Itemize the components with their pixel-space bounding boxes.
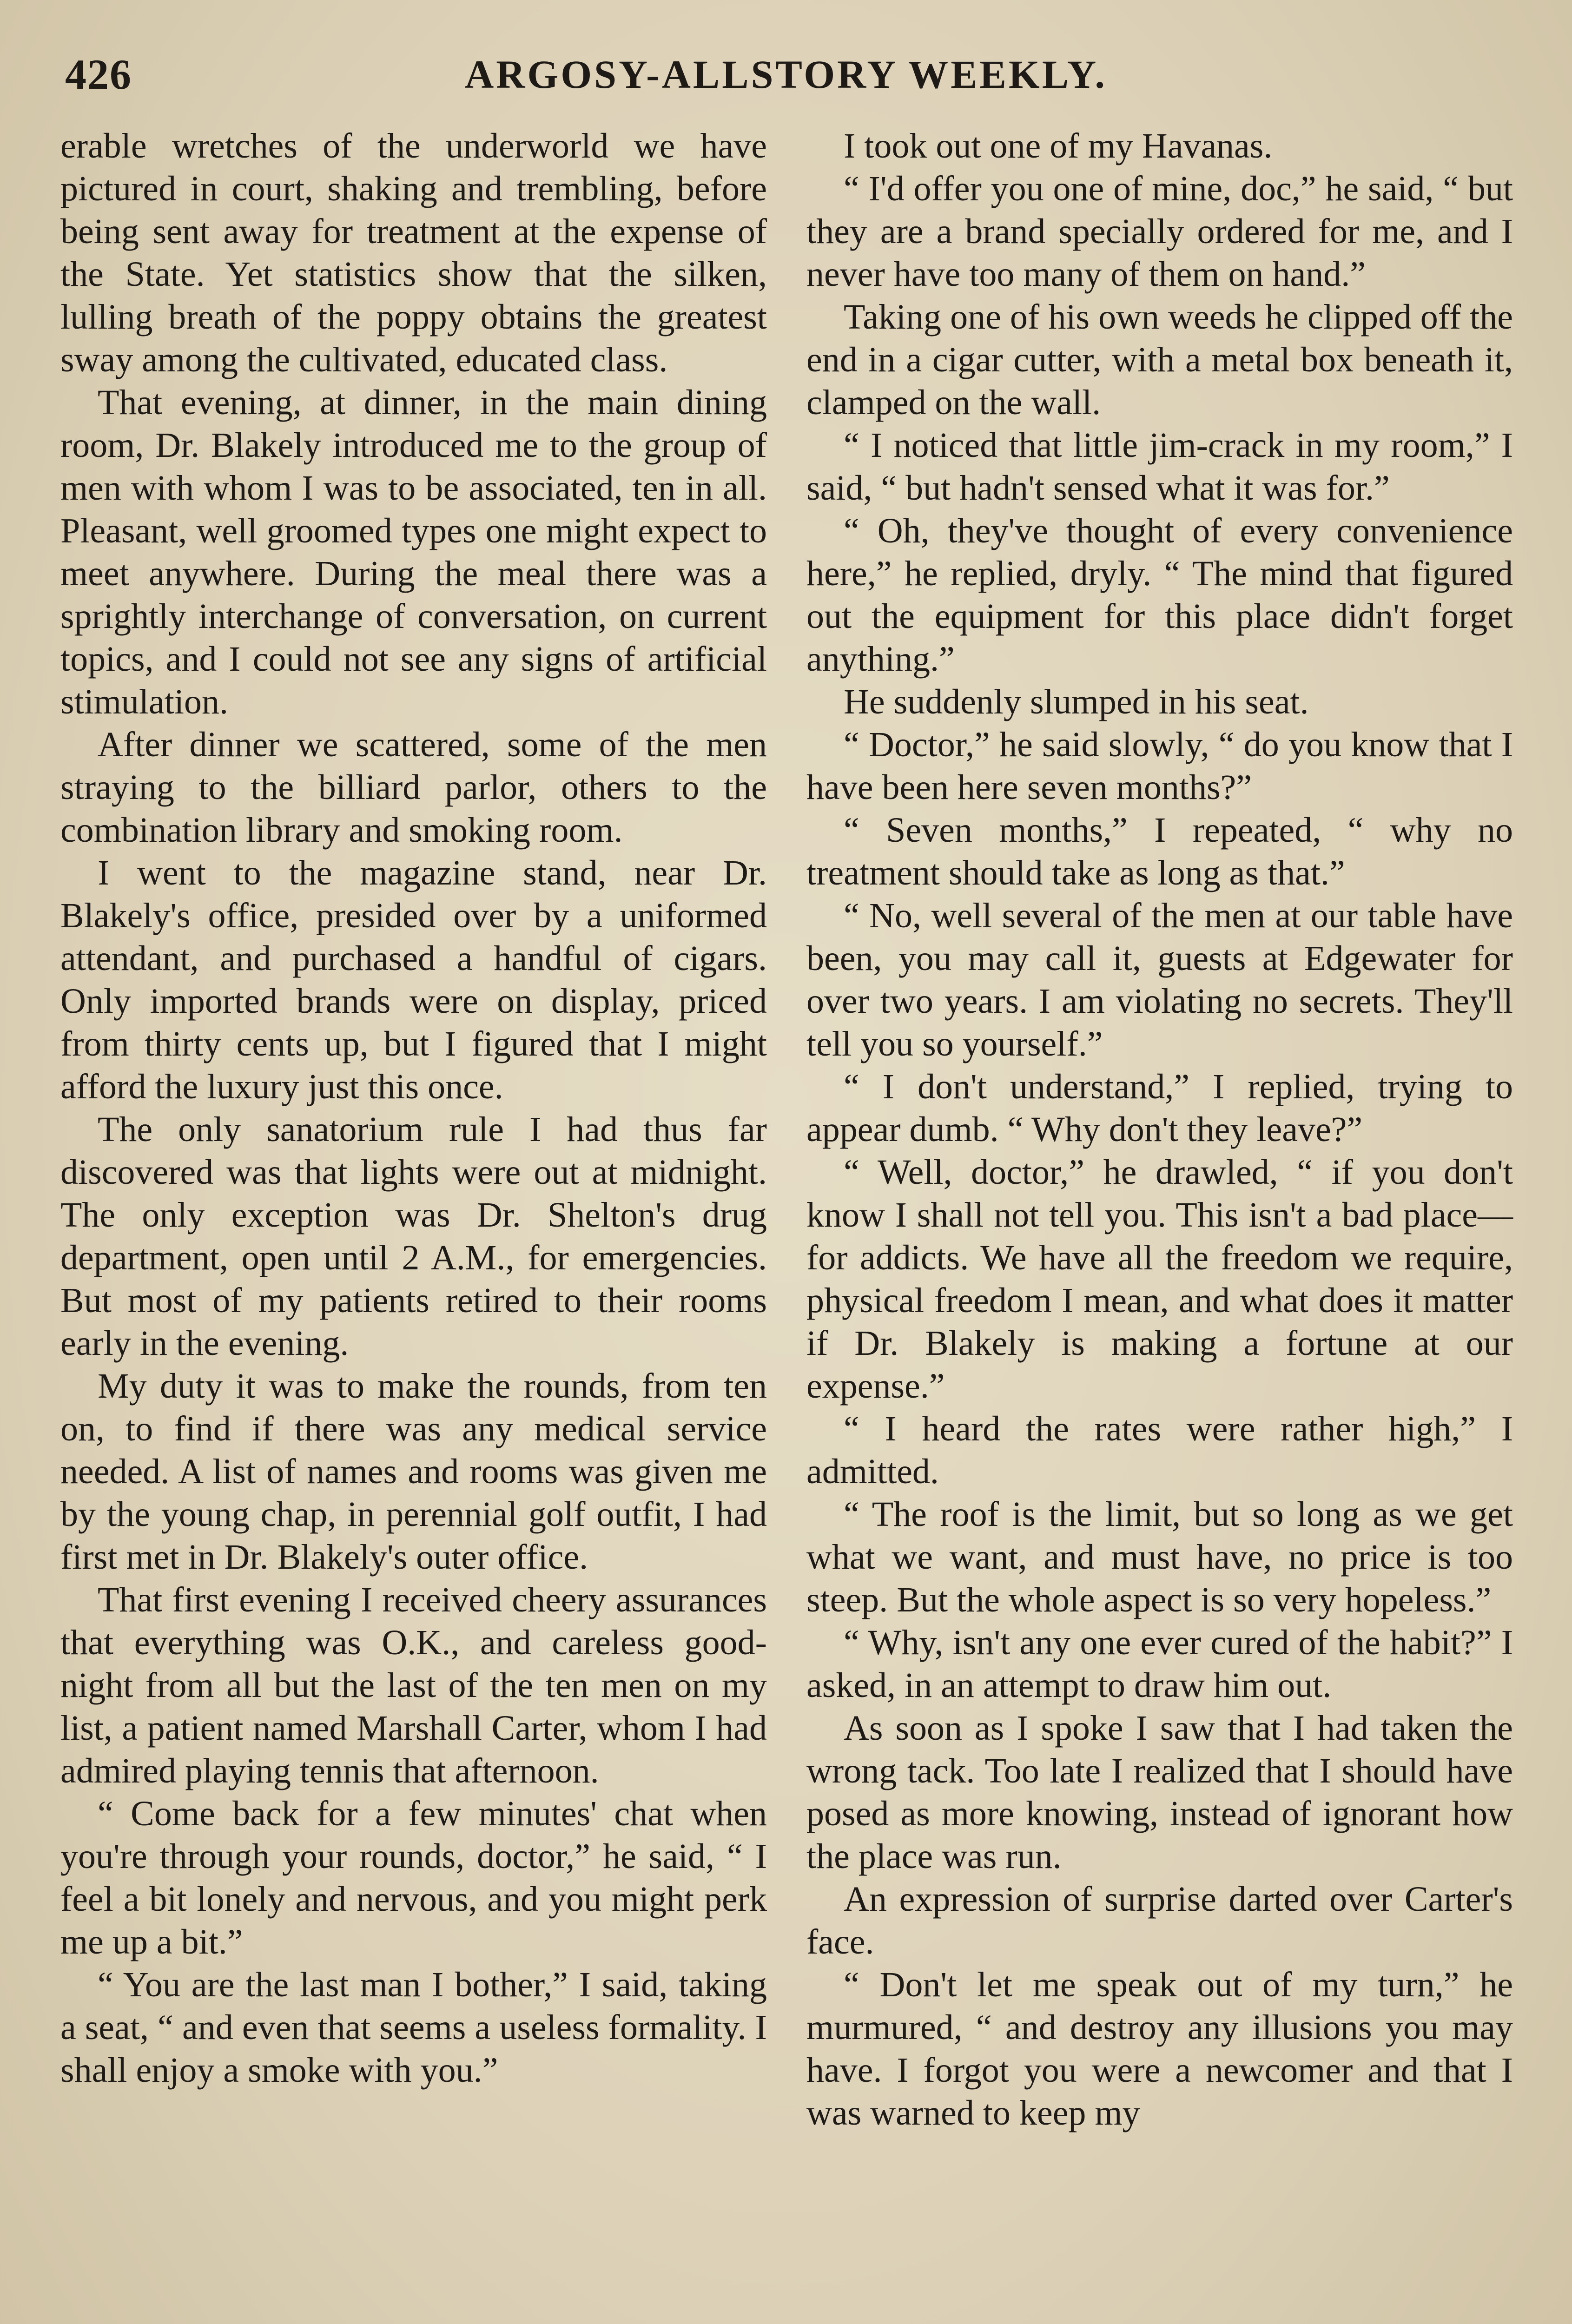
paragraph: “ I heard the rates were rather high,” I admitted. (806, 1409, 1513, 1491)
running-head: ARGOSY-ALLSTORY WEEKLY. (465, 52, 1107, 97)
paragraph: My duty it was to make the rounds, from ten on, to find if there was any medical service needed. A list of names and rooms was given me by the young chap, in perennial golf outfit, I had first met in Dr. Blakely's outer office. (60, 1367, 767, 1577)
right-column (806, 125, 1513, 2134)
paragraph: “ Why, isn't any one ever cured of the habit?” I asked, in an attempt to draw him out. (806, 1623, 1513, 1705)
paragraph: After dinner we scattered, some of the men straying to the billiard parlor, others to the combination library and smoking room. (60, 725, 767, 850)
paragraph: That first evening I received cheery assurances that everything was O.K., and careless good-night from all but the last of the ten men on my list, a patient named Marshall Carter, whom I had admired playing tennis that afternoon. (60, 1580, 767, 1790)
paragraph: “ Well, doctor,” he drawled, “ if you don't know I shall not tell you. This isn't a bad place—for addicts. We have all the freedom we require, physical freedom I mean, and what does it matter if Dr. Blakely is making a fortune at our expense.” (806, 1153, 1513, 1406)
paragraph: As soon as I spoke I saw that I had taken the wrong tack. Too late I realized that I should have posed as more knowing, instead of ignorant how the place was run. (806, 1709, 1513, 1876)
paragraph: “ Seven months,” I repeated, “ why no treatment should take as long as that.” (806, 811, 1513, 892)
paragraph: Taking one of his own weeds he clipped off the end in a cigar cutter, with a metal box beneath it, clamped on the wall. (806, 297, 1513, 422)
page-number: 426 (65, 51, 132, 98)
paragraph: “ Oh, they've thought of every convenience here,” he replied, dryly. “ The mind that figured out the equipment for this place didn't forget anything.” (806, 511, 1513, 679)
paragraph: The only sanatorium rule I had thus far discovered was that lights were out at midnight. The only exception was Dr. Shelton's drug department, open until 2 A.M., for emergencies. But most of my patients retired to their rooms early in the evening. (60, 1110, 767, 1363)
paragraph: “ I noticed that little jim-crack in my room,” I said, “ but hadn't sensed what it was for.” (806, 426, 1513, 508)
paragraph: “ Come back for a few minutes' chat when you're through your rounds, doctor,” he said, “ I feel a bit lonely and nervous, and you might perk me up a bit.” (60, 1794, 767, 1961)
paragraph: “ The roof is the limit, but so long as we get what we want, and must have, no price is too steep. But the whole aspect is so very hopeless.” (806, 1495, 1513, 1619)
paragraph: “ Don't let me speak out of my turn,” he murmured, “ and destroy any illusions you may have. I forgot you were a newcomer and that I was warned to keep my (806, 1965, 1513, 2133)
paragraph: erable wretches of the underworld we have pictured in court, shaking and trembling, before being sent away for treatment at the expense of the State. Yet statistics show that the silken, lulling breath of the poppy obtains the greatest sway among the cultivated, educated class. (60, 126, 767, 379)
left-column (60, 125, 767, 2092)
page-header (60, 44, 1512, 105)
paragraph: “ Doctor,” he said slowly, “ do you know that I have been here seven months?” (806, 725, 1513, 807)
paragraph: “ I don't understand,” I replied, trying to appear dumb. “ Why don't they leave?” (806, 1067, 1513, 1149)
paragraph: “ No, well several of the men at our table have been, you may call it, guests at Edgewater for over two years. I am violating no secrets. They'll tell you so yourself.” (806, 896, 1513, 1063)
paragraph: I took out one of my Havanas. (844, 126, 1273, 165)
paragraph: “ I'd offer you one of mine, doc,” he said, “ but they are a brand specially ordered for me, and I never have too many of them on hand.” (806, 169, 1513, 294)
paragraph: That evening, at dinner, in the main dining room, Dr. Blakely introduced me to the group of men with whom I was to be associated, ten in all. Pleasant, well groomed types one might expect to meet anywhere. During the meal there was a sprightly interchange of conversation, on current topics, and I could not see any signs of artificial stimulation. (60, 383, 767, 721)
paragraph: “ You are the last man I bother,” I said, taking a seat, “ and even that seems a useless formality. I shall enjoy a smoke with you.” (60, 1965, 767, 2090)
paragraph: An expression of surprise darted over Carter's face. (806, 1880, 1513, 1961)
paragraph: I went to the magazine stand, near Dr. Blakely's office, presided over by a uniformed attendant, and purchased a handful of cigars. Only imported brands were on display, priced from thirty cents up, but I figured that I might afford the luxury just this once. (60, 853, 767, 1106)
paragraph: He suddenly slumped in his seat. (844, 682, 1309, 721)
